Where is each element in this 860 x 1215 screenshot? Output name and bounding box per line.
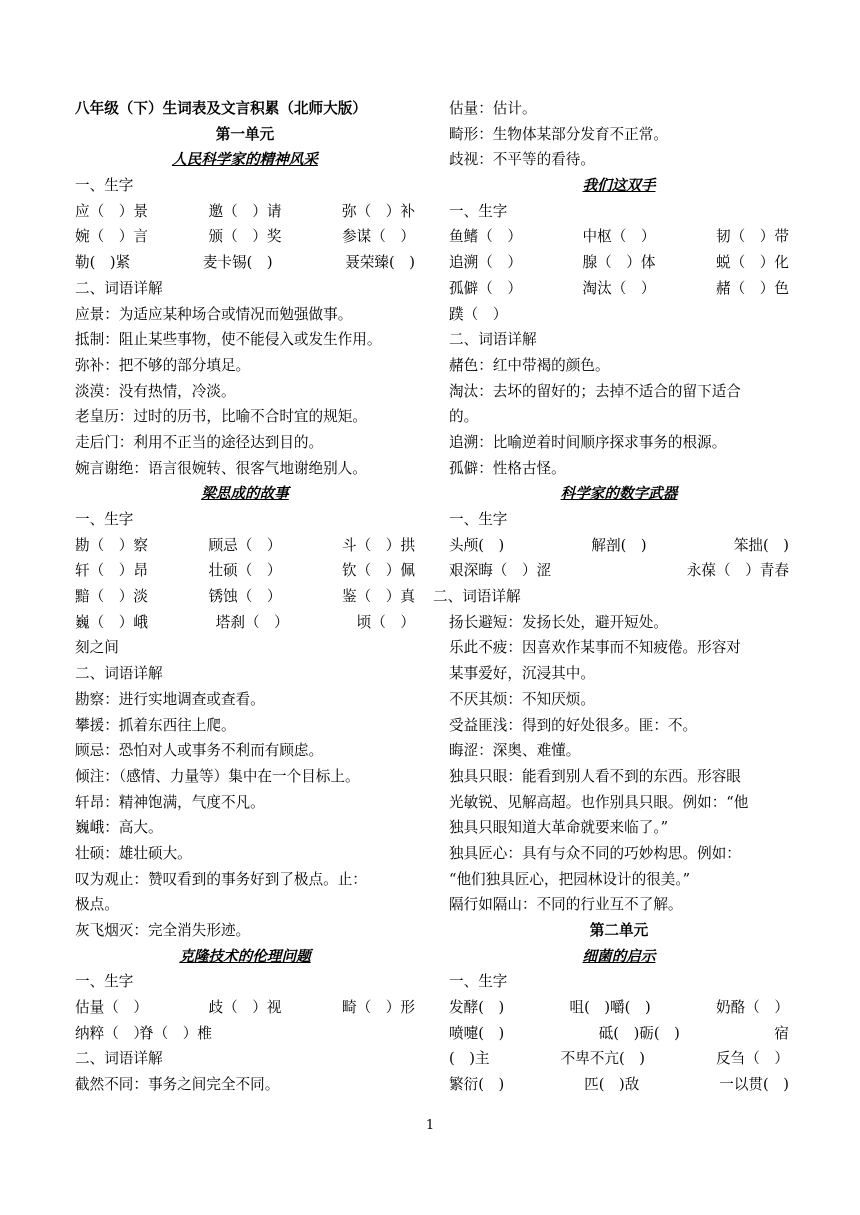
text-line: 顾忌：恐怕对人或事务不利而有顾虑。 [75, 742, 324, 760]
character-item: 勒( )紧 [75, 254, 131, 272]
text-line: 老皇历：过时的历书，比喻不合时宜的规矩。 [75, 408, 367, 426]
text-line: 独具只眼：能看到别人看不到的东西。形容眼 [449, 767, 741, 785]
character-item: 淘汰（ ） [582, 279, 656, 297]
character-item: 婉（ ）言 [75, 228, 148, 246]
character-item: 轩（ ）昂 [75, 562, 148, 580]
text-line: 弥补：把不够的部分填足。 [75, 356, 251, 374]
text-line: 极点。 [75, 896, 119, 914]
character-item: 追溯（ ） [449, 254, 522, 272]
character-item: 顷（ ） [356, 613, 415, 631]
text-line: 一、生字 [449, 511, 508, 528]
character-item: 邀（ ）请 [208, 202, 282, 220]
text-line: 截然不同：事务之间完全不同。 [75, 1076, 280, 1094]
character-item: 脊（ ）椎 [139, 1024, 212, 1042]
right-column [433, 96, 789, 1098]
text-line: 二、词语详解 [449, 331, 537, 349]
text-line: 淘汰：去坏的留好的；去掉不适合的留下适合 [449, 382, 741, 400]
character-item: 中枢（ ） [582, 228, 656, 246]
text-line: 乐此不疲：因喜欢作某事而不知疲倦。形容对 [449, 639, 741, 657]
text-line: 不厌其烦：不知厌烦。 [449, 690, 595, 708]
character-row [75, 1021, 415, 1047]
character-row [449, 558, 789, 584]
character-item: 估量（ ） [75, 999, 148, 1017]
character-item: 锈蚀（ ） [208, 588, 282, 606]
character-row [75, 558, 415, 584]
text-line: 一、生字 [449, 973, 508, 991]
heading: 第一单元 [215, 125, 275, 143]
character-item: 颁（ ）奖 [208, 228, 282, 246]
character-item: 纳粹（ ） [75, 1024, 148, 1042]
character-item: 歧（ ）视 [208, 999, 282, 1017]
character-item: 腺（ ）体 [582, 254, 656, 272]
text-line: 受益匪浅：得到的好处很多。匪：不。 [449, 716, 698, 734]
character-item: 黯（ ）淡 [75, 588, 148, 606]
text-line: 追溯：比喻逆着时间顺序探求事务的根源。 [449, 433, 727, 451]
text-line: 的。 [449, 408, 479, 426]
character-item: 咀( )嚼( ) [569, 999, 651, 1017]
text-line: 估量：估计。 [449, 100, 537, 117]
text-line: 畸形：生物体某部分发育不正常。 [449, 125, 668, 143]
text-line: 淡漠：没有热情，冷淡。 [75, 382, 236, 400]
lesson-title: 科学家的数字武器 [560, 485, 678, 503]
text-line: 一、生字 [75, 973, 134, 991]
character-item: 孤僻（ ） [449, 279, 522, 297]
text-line: 独具匠心：具有与众不同的巧妙构思。例如： [449, 844, 741, 862]
character-row [75, 584, 415, 610]
text-line: 独具只眼知道大革命就要来临了。” [449, 819, 669, 837]
heading: 第二单元 [589, 922, 649, 939]
text-line: 二、词语详解 [75, 1050, 163, 1068]
character-item: 壮硕（ ） [208, 562, 282, 580]
character-row [449, 533, 789, 559]
page-number: 1 [425, 1118, 435, 1133]
character-row [449, 276, 789, 302]
text-line: 叹为观止：赞叹看到的事务好到了极点。止： [75, 870, 367, 888]
text-line: 二、词语详解 [433, 588, 521, 606]
text-line: 灰飞烟灭：完全消失形迹。 [75, 922, 251, 939]
character-item: 宿 [774, 1024, 789, 1042]
character-item: 鱼鳍（ ） [449, 228, 522, 246]
character-item: 弥（ ）补 [342, 202, 415, 220]
text-line: 走后门：利用不正当的途径达到目的。 [75, 433, 324, 451]
lesson-title: 我们这双手 [582, 177, 656, 195]
character-item: 匹( )敌 [584, 1076, 640, 1094]
character-row [75, 250, 415, 276]
text-line: 歧视：不平等的看待。 [449, 151, 595, 169]
text-line: 婉言谢绝：语言很婉转、很客气地谢绝别人。 [75, 459, 367, 477]
character-item: 砥( )砺( ) [598, 1024, 680, 1042]
text-line: 二、词语详解 [75, 665, 163, 683]
character-item: 反刍（ ） [716, 1050, 789, 1068]
text-line: 隔行如隔山：不同的行业互不了解。 [449, 896, 683, 914]
text-line: 一、生字 [75, 511, 134, 528]
character-item: 塔刹（ ） [215, 613, 289, 631]
text-line: 扬长避短：发扬长处，避开短处。 [449, 613, 668, 631]
text-line: 应景：为适应某种场合或情况而勉强做事。 [75, 305, 353, 323]
character-item: 应（ ）景 [75, 202, 148, 220]
character-item: 蜕（ ）化 [716, 254, 789, 272]
character-item: 发酵( ) [449, 999, 505, 1017]
character-item: 不卑不亢( ) [560, 1050, 645, 1068]
character-row [449, 1072, 789, 1098]
character-row [449, 995, 789, 1021]
character-item: 聂荣臻( ) [345, 254, 415, 272]
text-line: 巍峨：高大。 [75, 819, 163, 837]
character-item: 顾忌（ ） [208, 536, 282, 554]
character-item: 麦卡锡( ) [202, 254, 273, 272]
character-item: 钦（ ）佩 [342, 562, 415, 580]
text-line: 光敏锐、见解高超。也作别具只眼。例如：“他 [449, 793, 749, 811]
lesson-title: 克隆技术的伦理问题 [179, 947, 311, 965]
text-line: 孤僻：性格古怪。 [449, 459, 566, 477]
character-item: 笨拙( ) [733, 536, 789, 554]
character-item: 韧（ ）带 [716, 228, 789, 246]
text-line: 赭色：红中带褐的颜色。 [449, 356, 610, 374]
character-item: 一以贯( ) [719, 1076, 789, 1094]
character-item: 鉴（ ）真 [342, 588, 415, 606]
text-line: 攀援：抓着东西往上爬。 [75, 716, 236, 734]
character-row [449, 250, 789, 276]
text-line: 晦涩：深奥、难懂。 [449, 742, 581, 760]
character-item: 繁衍( ) [449, 1076, 505, 1094]
lesson-title: 细菌的启示 [582, 947, 656, 965]
left-column [75, 96, 415, 1098]
text-line: 刻之间 [75, 639, 119, 657]
character-item: 喷嚏( ) [449, 1024, 505, 1042]
text-line: 抵制：阻止某些事物，使不能侵入或发生作用。 [75, 331, 382, 349]
lesson-title: 梁思成的故事 [201, 485, 289, 503]
character-item: 畸（ ）形 [342, 999, 415, 1017]
character-item: ( )主 [449, 1050, 490, 1068]
character-row [75, 610, 415, 636]
character-row [75, 533, 415, 559]
character-item: 永葆（ ）青春 [686, 562, 789, 580]
text-line: “他们独具匠心，把园林设计的很美。” [449, 870, 691, 888]
text-line: 二、词语详解 [75, 279, 163, 297]
character-row [449, 224, 789, 250]
text-line: 蹼（ ） [449, 305, 508, 323]
text-line: 壮硕：雄壮硕大。 [75, 844, 192, 862]
text-line: 某事爱好，沉浸其中。 [449, 665, 595, 683]
character-item: 勘（ ）察 [75, 536, 148, 554]
character-row [75, 224, 415, 250]
character-row [75, 199, 415, 225]
character-item: 奶酪（ ） [716, 999, 789, 1017]
character-row [449, 1046, 789, 1072]
character-item: 艰深晦（ ）涩 [449, 562, 552, 580]
lesson-title: 人民科学家的精神风采 [172, 151, 318, 169]
character-item: 头颅( ) [449, 536, 505, 554]
character-item: 解剖( ) [591, 536, 647, 554]
character-row [449, 1021, 789, 1047]
character-item: 参谋（ ） [342, 228, 415, 246]
text-line: 勘察：进行实地调查或查看。 [75, 690, 265, 708]
heading: 八年级（下）生词表及文言积累（北师大版） [75, 100, 367, 117]
text-line: 轩昂：精神饱满，气度不凡。 [75, 793, 265, 811]
character-row [75, 995, 415, 1021]
text-line: 倾注：（感情、力量等）集中在一个目标上。 [75, 767, 360, 785]
text-line: 一、生字 [449, 202, 508, 220]
character-item: 斗（ ）拱 [342, 536, 415, 554]
character-item: 巍（ ）峨 [75, 613, 148, 631]
text-line: 一、生字 [75, 177, 134, 195]
character-item: 赭（ ）色 [716, 279, 789, 297]
